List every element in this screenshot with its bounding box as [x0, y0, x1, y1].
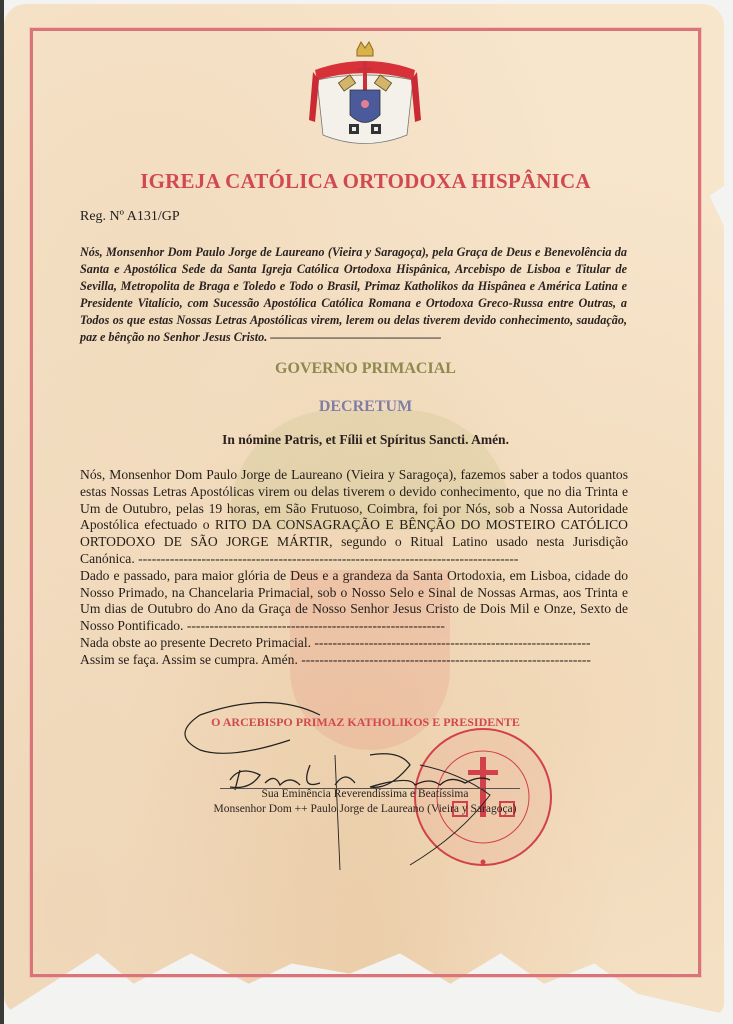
- registration-number: Reg. Nº A131/GP: [80, 209, 180, 224]
- invocation-line: In nómine Patris, et Fílii et Spíritus Sancti. Amén.: [222, 432, 509, 447]
- scan-edge-shadow: [0, 0, 4, 1024]
- intro-paragraph: Nós, Monsenhor Dom Paulo Jorge de Laureano (Vieira y Saragoça), pela Graça de Deus e Benevolência da Santa e Apostólica Sede da Santa Igreja Católica Ortodoxa Hispânica, Arcebispo de Lisboa e Titular de Sevilla, Metropolita de Braga e Toledo e Todo o Brasil, Primaz Katholikos da Hispânea e América Latina e Presidente Vitalício, com Sucessão Apostólica Católica Romana e Ortodoxa Greco-Russa entre Outras, a Todos os que estas Nossas Letras Apostólicas virem, lerem ou delas tiverem devido conhecimento, saudação, paz e bênção no Senhor Jesus Cristo. ——————————————: [80, 245, 627, 344]
- section-heading: GOVERNO PRIMACIAL: [275, 360, 456, 377]
- signatory-honorific: Sua Eminência Reverendíssima e Beatíssima: [261, 788, 469, 800]
- coat-of-arms-icon: [305, 40, 425, 150]
- document-title: IGREJA CATÓLICA ORTODOXA HISPÂNICA: [140, 169, 591, 193]
- signature-title: O ARCEBISPO PRIMAZ KATHOLIKOS E PRESIDENTE: [211, 715, 520, 729]
- body-paragraph: Nada obste ao presente Decreto Primacial. -------------------------------------------------------------: [80, 634, 591, 650]
- signatory-name: Monsenhor Dom ++ Paulo Jorge de Laureano (Vieira y Saragoça): [213, 803, 517, 815]
- body-paragraph: Assim se faça. Assim se cumpra. Amén. ----------------------------------------------------------------: [80, 651, 591, 667]
- decree-body: [80, 467, 628, 669]
- handwritten-signature: [170, 695, 500, 875]
- body-paragraph: Dado e passado, para maior glória de Deus e a grandeza da Santa Ortodoxia, em Lisboa, cidade do Nosso Primado, na Chancelaria Primacial, sob o Nosso Selo e Sinal de Nossas Armas, aos Trinta e Um dias de Outubro do Ano da Graça de Nosso Senhor Jesus Cristo de Dois Mil e Onze, Sexto de Nosso Pontificado. ---------------------------------------------------------: [80, 567, 628, 634]
- decree-heading: DECRETUM: [318, 398, 413, 415]
- body-paragraph: Nós, Monsenhor Dom Paulo Jorge de Laureano (Vieira y Saragoça), fazemos saber a todos quantos estas Nossas Letras Apostólicas virem ou delas tiverem o devido conhecimento, que no dia Trinta e Um de Outubro, pelas 19 horas, em São Frutuoso, Coimbra, foi por Nós, sob a Nossa Autoridade Apostólica efectuado o RITO DA CONSAGRAÇÃO E BÊNÇÃO DO MOSTEIRO CATÓLICO ORTODOXO DE SÃO JORGE MÁRTIR, segundo o Ritual Latino usado nesta Jurisdição Canónica. ------------------------------------------------------------------------------------: [80, 467, 628, 566]
